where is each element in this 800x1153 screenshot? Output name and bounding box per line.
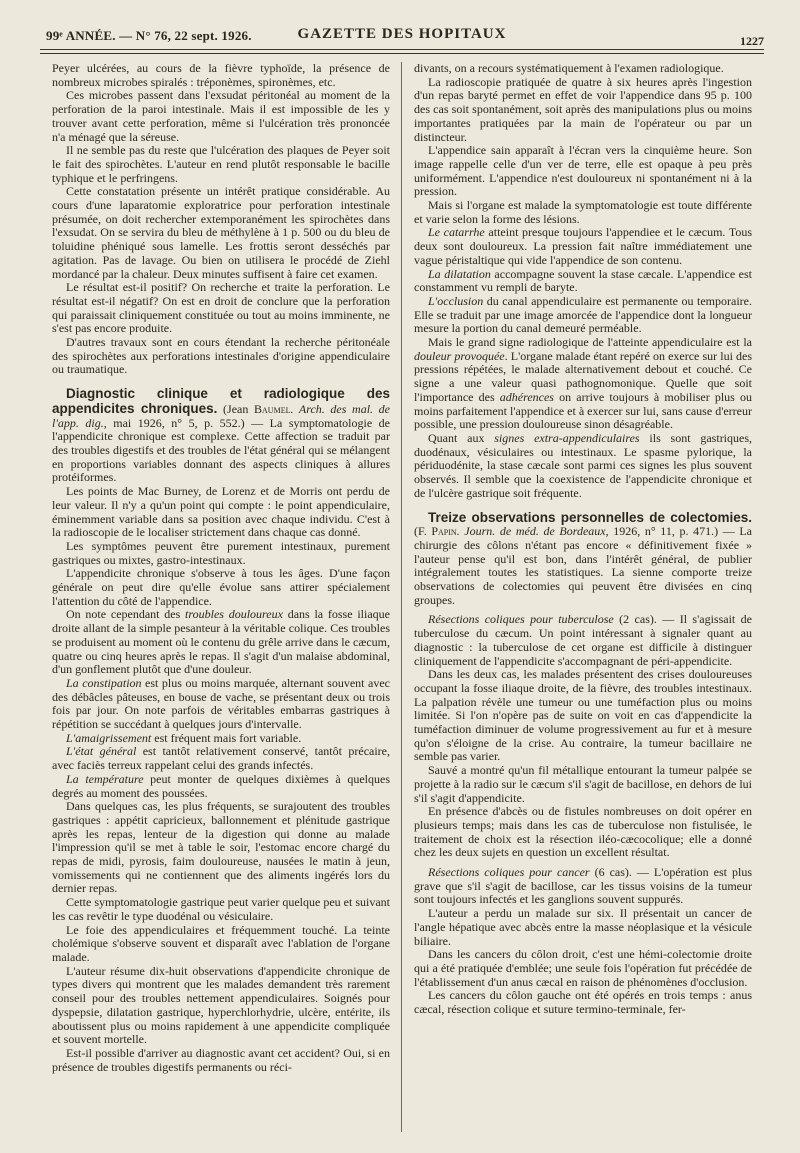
text: . L'organe malade étant repéré on exerce sur lui des pressions répétées, le malade alternativement debout et couché. Ce signe a une valeur quasi pathognomonique. Quelle que soit l'importance des — [414, 348, 752, 404]
paragraph: En présence d'abcès ou de fistules nombreuses on doit opérer en plusieurs temps; mais dans les cas de tuberculose non fistulisée, le traitement de choix est la résection iléo-cæcocolique; elle a donné chez les deux sujets en question un excellent résultat. — [414, 804, 752, 860]
paragraph: La radioscopie pratiquée de quatre à six heures après l'ingestion d'un repas baryté permet en effet de voir l'appendice dans 95 p. 100 des cas soit spontanément, soit après des manipulations plus ou moins importantes pratiquées par la main de l'opérateur ou par un distincteur. — [414, 74, 752, 144]
paragraph: Dans quelques cas, les plus fréquents, se surajoutent des troubles gastriques : appétit capricieux, ballonnement et plénitude gastrique après les repas, lenteur de la digestion qui donne au malade l'impression qu'il se met à table le soir, l'estomac encore chargé du repas de midi, pyrosis, faim douloureuse, nausées le matin à jeun, vomissements qui ne contiennent que des aliments ingérés lors du dernier repas. — [52, 799, 390, 896]
italic-term: La dilatation — [428, 266, 491, 281]
article-title: Diagnostic clinique et radiologique des appendicites chroniques. — [52, 386, 390, 416]
article-diagnostic-appendicites — [52, 387, 390, 485]
text: est plus ou moins marquée, alternant souvent avec des débâcles pâteuses, en bouse de vache, se présentant deux ou trois fois par jour. On note parfois de véritables embarras gastriques à répétition se succédant à quelques jours d'intervalle. — [52, 675, 390, 732]
text: On note cependant des — [66, 607, 186, 622]
paragraph: L'auteur a perdu un malade sur six. Il présentait un cancer de l'angle hépatique avec abcès entre la masse néoplasique et la vésicule biliaire. — [414, 906, 752, 948]
article-title: Treize observations personnelles de colectomies. — [428, 509, 752, 525]
text: Quant aux — [428, 430, 495, 445]
paragraph: Il ne semble pas du reste que l'ulcération des plaques de Peyer soit le fait des spirochètes. L'auteur en rend plutôt responsable le bacille typhique et le perfringens. — [52, 143, 390, 185]
italic-term: adhérences — [499, 389, 554, 404]
ref-text: (Jean — [217, 401, 255, 416]
paragraph: Dans les deux cas, les malades présentent des crises douloureuses occupant la fosse iliaque droite, de la fièvre, des troubles intestinaux. La palpation révèle une tumeur ou une tuméfaction plus ou moins limitée. Si l'on n'opère pas de suite on voit en cas d'appendicite la tuméfaction diminuer de volume progressivement au fur et à mesure qu'on s'éloigne de la crise. Au contraire, la tumeur bacillaire ne semble pas varier. — [414, 667, 752, 764]
article-body: , mai 1926, n° 5, p. 552.) — La symptomatologie de l'appendicite chronique est complexe. Cette affection se traduit par des troubles digestifs et des troubles de l'état général qui se mélangent en proportions variables donnant des aspects cliniques à allures protéiformes. — [52, 415, 390, 485]
paragraph: Le foie des appendiculaires et fréquemment touché. La teinte cholémique s'observe souvent et disparaît avec l'ablation de l'organe malade. — [52, 922, 390, 964]
italic-term: La température — [66, 771, 144, 786]
text: dans la fosse iliaque droite allant de la simple pesanteur à la véritable colique. Ces troubles se produisent au moment où le contenu du grêle arrive dans le cæcum, quatre ou cinq heures après le repas. Il s'agit d'un malaise abdominal, d'un gonflement plutôt que d'une douleur. — [52, 607, 390, 677]
italic-term: L'amaigrissement — [66, 730, 152, 745]
paragraph: L'auteur résume dix-huit observations d'appendicite chronique de types divers qui montrent que les malades demandent très rarement conseil pour des troubles nettement appendiculaires. Soignés pour dyspepsie, dilatation gastrique, hyperchlorhydrie, ulcère, entérite, ils aboutissent plus ou moins rapidement à une appendicite compliquée et souvent mortelle. — [52, 963, 390, 1047]
ref-text: (F. — [414, 524, 432, 539]
paragraph — [52, 745, 390, 772]
paragraph — [52, 773, 390, 800]
text: on arrive toujours à mobiliser plus ou moins parfaitement l'appendice et à exercer sur lui, sans cause d'erreur possible, une pression douloureuse sinon désagréable. — [414, 389, 753, 432]
paragraph: Dans les cancers du côlon droit, c'est une hémi-colectomie droite qui a été pratiquée d'emblée; une seule fois l'opération fut précédée de l'établissement d'un anus cæcal en raison de phénomènes d'occlusion. — [414, 947, 752, 989]
italic-term: douleur provoquée — [414, 348, 505, 363]
italic-term: La constipation — [66, 675, 142, 690]
text: accompagne souvent la stase cæcale. L'appendice est constamment vu rempli de baryte. — [414, 266, 753, 295]
text: (6 cas). — L'opération est plus grave que s'il s'agit de bacillose, car les tissus voisins de la tumeur sont toujours infectés et les ganglions souvent suppurés. — [414, 865, 752, 907]
paragraph: Les symptômes peuvent être purement intestinaux, purement gastriques ou mixtes, gastro-intestinaux. — [52, 538, 390, 567]
italic-term: L'occlusion — [428, 293, 484, 308]
paragraph: L'appendice sain apparaît à l'écran vers la cinquième heure. Son image rappelle celle d'un ver de terre, elle est opaque à peu près uniformément. L'appendice n'est douloureux ni spontanément ni à la pression. — [414, 143, 752, 199]
italic-term: L'état général — [66, 744, 137, 759]
paragraph: D'autres travaux sont en cours étendant la recherche péritonéale des spirochètes aux perforations intestinales d'origine appendiculaire ou traumatique. — [52, 335, 390, 377]
paragraph — [52, 608, 390, 677]
paragraph: Les points de Mac Burney, de Lorenz et de Morris ont perdu de leur valeur. Il n'y a qu'un point qui compte : le point appendiculaire, éminemment variable dans sa position avec chaque individu. C'est à la radioscopie de le localiser strictement dans chaque cas donné. — [52, 484, 390, 540]
page-header — [40, 24, 764, 46]
journal-ref: . Arch. des mal. de l'app. dig. — [52, 401, 390, 430]
text: ils sont gastriques, duodénaux, vésiculaires ou intestinaux. Le spasme pylorique, la périduodénite, la stase cæcale sont parmi ces signes les plus souvent observés. Il semble que la coexistence de l'appendicite chronique et de l'ulcère gastrique soit fréquente. — [414, 430, 753, 500]
italic-term: signes extra-appendiculaires — [494, 430, 640, 445]
paragraph: Cette constatation présente un intérêt pratique considérable. Au cours d'une laparatomie exploratrice pour perforation intestinale présumée, on doit rechercher extemporanément les spirochètes dans l'exsudat. On se servira du bleu de méthylène à 1 p. 500 ou du bleu de toluidine phéniqué sous lamelle. Les frottis seront desséchés par agitation. Pas de lavage. Ou bien on utilisera le procédé de Ziehl mordancé par la chaleur. Deux minutes suffisent à faire cet examen. — [52, 184, 390, 281]
paragraph: Cette symptomatologie gastrique peut varier quelque peu et suivant les cas revêtir le type duodénal ou vésiculaire. — [52, 895, 390, 923]
subsection-title: Résections coliques pour cancer — [428, 865, 590, 880]
text: peut monter de quelques dixièmes à quelques degrés au moment des poussées. — [52, 771, 390, 800]
text: est tantôt relativement conservé, tantôt précaire, avec faciès terreux rappelant celui des grands infectés. — [52, 744, 391, 773]
text: du canal appendiculaire est permanente ou temporaire. Elle se traduit par une image amorcée de l'appendice dont la longueur mesure la portion du canal demeuré perméable. — [414, 293, 752, 336]
italic-term: troubles douloureux — [185, 607, 283, 622]
page-number: 1227 — [740, 34, 764, 48]
journal-title: GAZETTE DES HOPITAUX — [297, 26, 507, 42]
paragraph — [414, 432, 752, 501]
header-rule-bottom — [40, 53, 764, 54]
author-name: Baumel — [254, 401, 291, 416]
left-column — [52, 62, 390, 1074]
article-body: , 1926, n° 11, p. 471.) — La chirurgie des côlons n'étant pas encore « définitivement fixée » l'auteur pense qu'il est bon, dans l'intérêt général, de publier intégralement toutes les statistiques. La sienne comporte treize observations de colectomies qui peuvent être divisées en cinq groupes. — [414, 524, 752, 607]
article-colectomies — [414, 511, 752, 608]
paragraph: Mais si l'organe est malade la symptomatologie est toute différente et varie selon la forme des lésions. — [414, 198, 752, 226]
text: est fréquent mais fort variable. — [151, 730, 302, 745]
subsection-cancer — [414, 866, 752, 907]
paragraph — [414, 226, 752, 267]
italic-term: Le catarrhe — [428, 225, 485, 240]
paragraph: Peyer ulcérées, au cours de la fièvre typhoïde, la présence de nombreux microbes spiralés : tréponèmes, spironèmes, etc. — [52, 61, 390, 89]
paragraph: Ces microbes passent dans l'exsudat péritonéal au moment de la perforation de la paroi intestinale. Mais il est impossible de les y trouver avant cette perforation, même si l'ulcération très prononcée n'a ménagé que la séreuse. — [52, 88, 390, 144]
paragraph — [52, 732, 390, 746]
paragraph: Est-il possible d'arriver au diagnostic avant cet accident? Oui, si en présence de troubles digestifs permanents ou réci- — [52, 1045, 390, 1074]
paragraph: Les cancers du côlon gauche ont été opérés en trois temps : anus cæcal, résection colique et suture termino-terminale, fer- — [414, 988, 752, 1017]
paragraph: divants, on a recours systématiquement à l'examen radiologique. — [414, 61, 724, 75]
text: atteint presque toujours l'appendiee et le cæcum. Tous deux sont douloureux. La pression fait naître immédiatement une vague péristaltique qui vide l'appendice de son contenu. — [414, 225, 753, 267]
author-name: Papin — [431, 524, 457, 539]
paragraph: Sauvé a montré qu'un fil métallique entourant la tumeur palpée se projette à la radio sur le cæcum s'il s'agit de bacillose, en dehors de lui s'il s'agit d'appendicite. — [414, 763, 752, 805]
subsection-tuberculose — [414, 613, 752, 668]
column-divider — [401, 62, 402, 1132]
text: Mais le grand signe radiologique de l'atteinte appendiculaire est la — [428, 335, 752, 350]
paragraph — [414, 268, 752, 295]
right-column — [414, 62, 752, 1017]
paragraph — [414, 295, 752, 336]
paragraph — [414, 336, 752, 432]
journal-ref: . Journ. de méd. de Bordeaux — [456, 524, 606, 539]
subsection-title: Résections coliques pour tuberculose — [428, 612, 614, 627]
header-rule-top — [40, 49, 764, 50]
text: (2 cas). — Il s'agissait de tuberculose du cæcum. Un point intéressant à signaler quant au diagnostic : la tuberculose de cet organe est difficile à distinguer cliniquement de l'appendicite s'accompagnant de péri-appendicite. — [414, 612, 752, 668]
issue-info: 99ᵉ ANNÉE. — N° 76, 22 sept. 1926. — [46, 28, 252, 43]
paragraph — [52, 677, 390, 732]
paragraph: L'appendicite chronique s'observe à tous les âges. D'une façon générale on peut dire qu'elle évolue sans attirer spécialement l'attention du côté de l'appendice. — [52, 566, 390, 608]
paragraph: Le résultat est-il positif? On recherche et traite la perforation. Le résultat est-il négatif? On est en droit de conclure que la perforation qui paraissait cliniquement constituée ou tout au moins imminente, ne s'est pas encore produite. — [52, 280, 390, 336]
